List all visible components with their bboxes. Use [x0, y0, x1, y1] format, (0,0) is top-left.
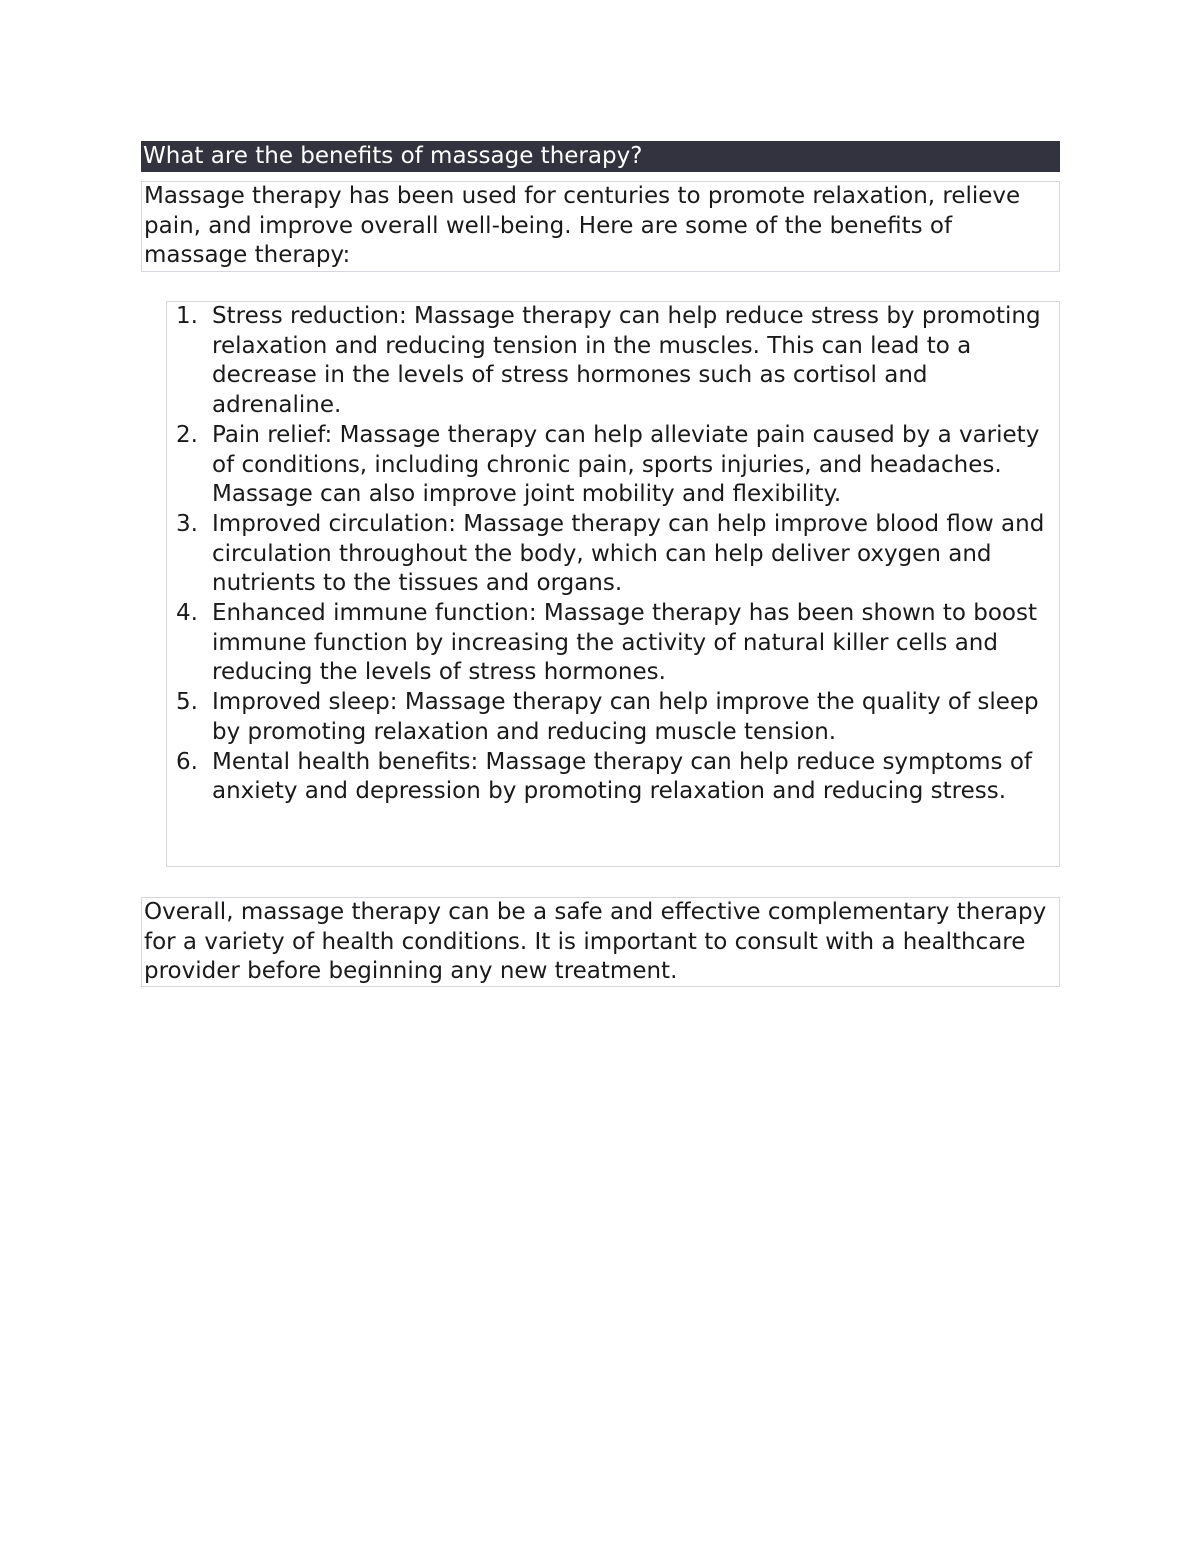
- list-item: [167, 302, 1059, 421]
- list-item-text: Stress reduction: Massage therapy can help reduce stress by promoting relaxation and reducing tension in the muscles. This can lead to a decrease in the levels of stress hormones such as cortisol and adrenaline.: [212, 303, 1041, 419]
- list-item-number: 2.: [176, 421, 198, 448]
- list-item-text: Improved sleep: Massage therapy can help improve the quality of sleep by promoting relaxation and reducing muscle tension.: [212, 689, 1039, 745]
- list-item: [167, 688, 1059, 747]
- page-title: What are the benefits of massage therapy?: [141, 141, 1060, 172]
- list-item-text: Improved circulation: Massage therapy can help improve blood flow and circulation throughout the body, which can help deliver oxygen and nutrients to the tissues and organs.: [212, 510, 1045, 597]
- list-item: [167, 748, 1059, 807]
- list-item-text: Pain relief: Massage therapy can help alleviate pain caused by a variety of conditions, including chronic pain, sports injuries, and headaches. Massage can also improve joint mobility and flexibility.: [212, 421, 1040, 508]
- intro-paragraph: Massage therapy has been used for centuries to promote relaxation, relieve pain, and improve overall well-being. Here are some of the benefits of massage therapy:: [141, 181, 1060, 272]
- list-item-text: Mental health benefits: Massage therapy can help reduce symptoms of anxiety and depression by promoting relaxation and reducing stress.: [212, 748, 1033, 805]
- list-item: [167, 510, 1059, 599]
- list-item-number: 5.: [176, 689, 198, 716]
- document-body: [141, 141, 1060, 987]
- list-item-number: 3.: [176, 510, 198, 537]
- conclusion-paragraph: Overall, massage therapy can be a safe and effective complementary therapy for a variety of health conditions. It is important to consult with a healthcare provider before beginning any new treatment.: [141, 897, 1060, 987]
- benefits-list: [167, 302, 1059, 807]
- list-item: [167, 599, 1059, 688]
- benefits-list-box: [166, 301, 1060, 867]
- list-item: [167, 421, 1059, 510]
- list-item-number: 4.: [176, 600, 198, 627]
- list-item-number: 1.: [176, 303, 198, 329]
- list-item-number: 6.: [176, 748, 198, 775]
- list-item-text: Enhanced immune function: Massage therapy has been shown to boost immune function by increasing the activity of natural killer cells and reducing the levels of stress hormones.: [212, 600, 1038, 686]
